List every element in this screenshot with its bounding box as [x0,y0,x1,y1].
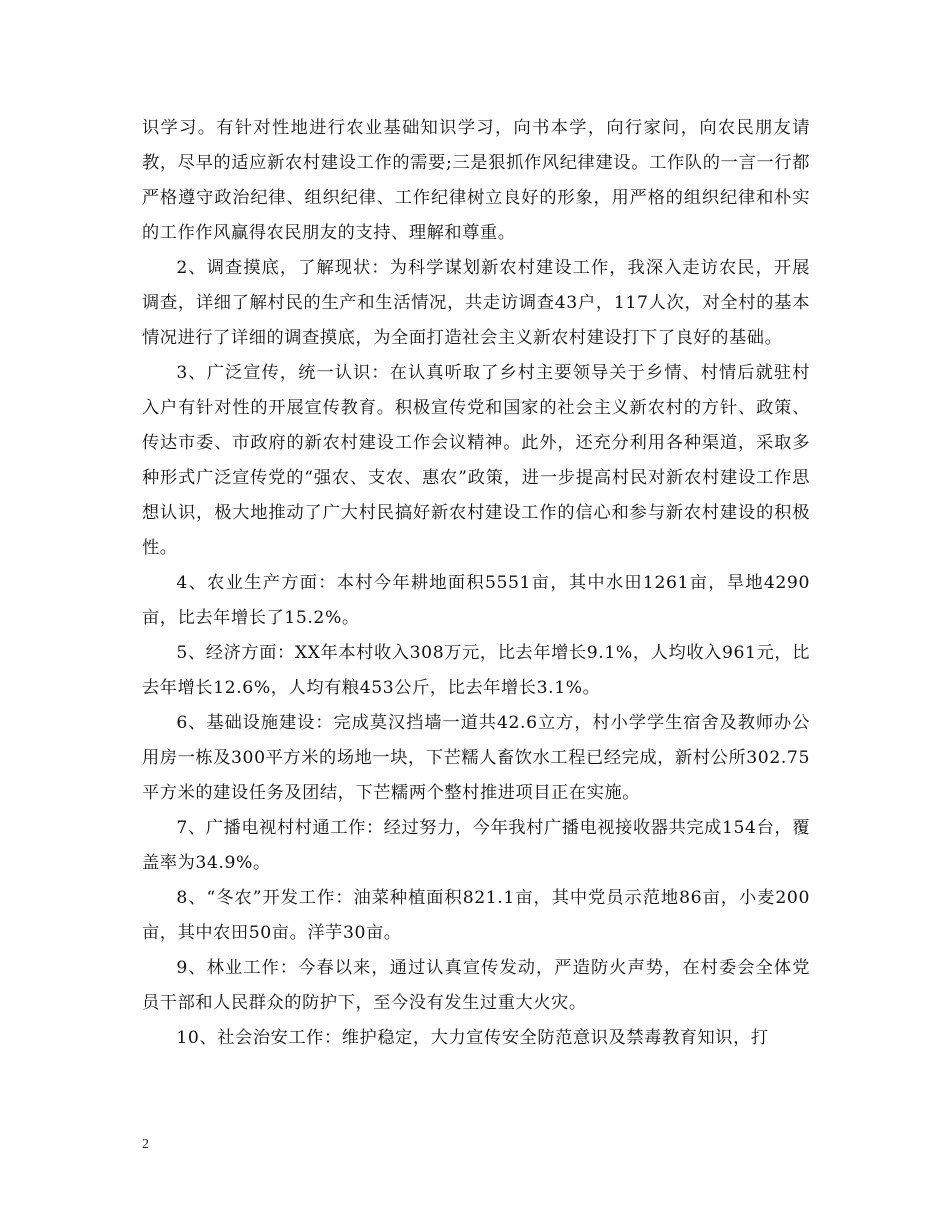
paragraph: 2、调查摸底，了解现状：为科学谋划新农村建设工作，我深入走访农民，开展调查，详细了解村民的生产和生活情况，共走访调查43户，117人次，对全村的基本情况进行了详细的调查摸底，为全面打造社会主义新农村建设打下了良好的基础。 [142,258,810,348]
paragraph: 9、林业工作：今春以来，通过认真宣传发动，严造防火声势，在村委会全体党员干部和人民群众的防护下，至今没有发生过重大火灾。 [142,958,810,1013]
paragraph: 7、广播电视村村通工作：经过努力，今年我村广播电视接收器共完成154台，覆盖率为34.9%。 [142,818,810,873]
paragraph: 5、经济方面：XX年本村收入308万元，比去年增长9.1%，人均收入961元，比去年增长12.6%，人均有粮453公斤，比去年增长3.1%。 [142,643,810,698]
paragraph: 识学习。有针对性地进行农业基础知识学习，向书本学，向行家问，向农民朋友请教，尽早的适应新农村建设工作的需要;三是狠抓作风纪律建设。工作队的一言一行都严格遵守政治纪律、组织纪律、工作纪律树立良好的形象，用严格的组织纪律和朴实的工作作风赢得农民朋友的支持、理解和尊重。 [142,118,810,243]
paragraph: 6、基础设施建设：完成莫汉挡墙一道共42.6立方，村小学学生宿舍及教师办公用房一栋及300平方米的场地一块，下芒糯人畜饮水工程已经完成，新村公所302.75平方米的建设任务及团结，下芒糯两个整村推进项目正在实施。 [142,713,810,803]
body-text [142,111,810,1056]
paragraph: 3、广泛宣传，统一认识：在认真听取了乡村主要领导关于乡情、村情后就驻村入户有针对性的开展宣传教育。积极宣传党和国家的社会主义新农村的方针、政策、传达市委、市政府的新农村建设工作会议精神。此外，还充分利用各种渠道，采取多种形式广泛宣传党的“强农、支农、惠农”政策，进一步提高村民对新农村建设工作思想认识，极大地推动了广大村民搞好新农村建设工作的信心和参与新农村建设的积极性。 [142,363,810,558]
page-number: 2 [142,1137,149,1152]
paragraph: 10、社会治安工作：维护稳定，大力宣传安全防范意识及禁毒教育知识，打 [176,1028,769,1048]
paragraph: 4、农业生产方面：本村今年耕地面积5551亩，其中水田1261亩，旱地4290亩，比去年增长了15.2%。 [142,573,810,628]
paragraph: 8、“冬农”开发工作：油菜种植面积821.1亩，其中党员示范地86亩，小麦200亩，其中农田50亩。洋芋30亩。 [142,888,810,943]
